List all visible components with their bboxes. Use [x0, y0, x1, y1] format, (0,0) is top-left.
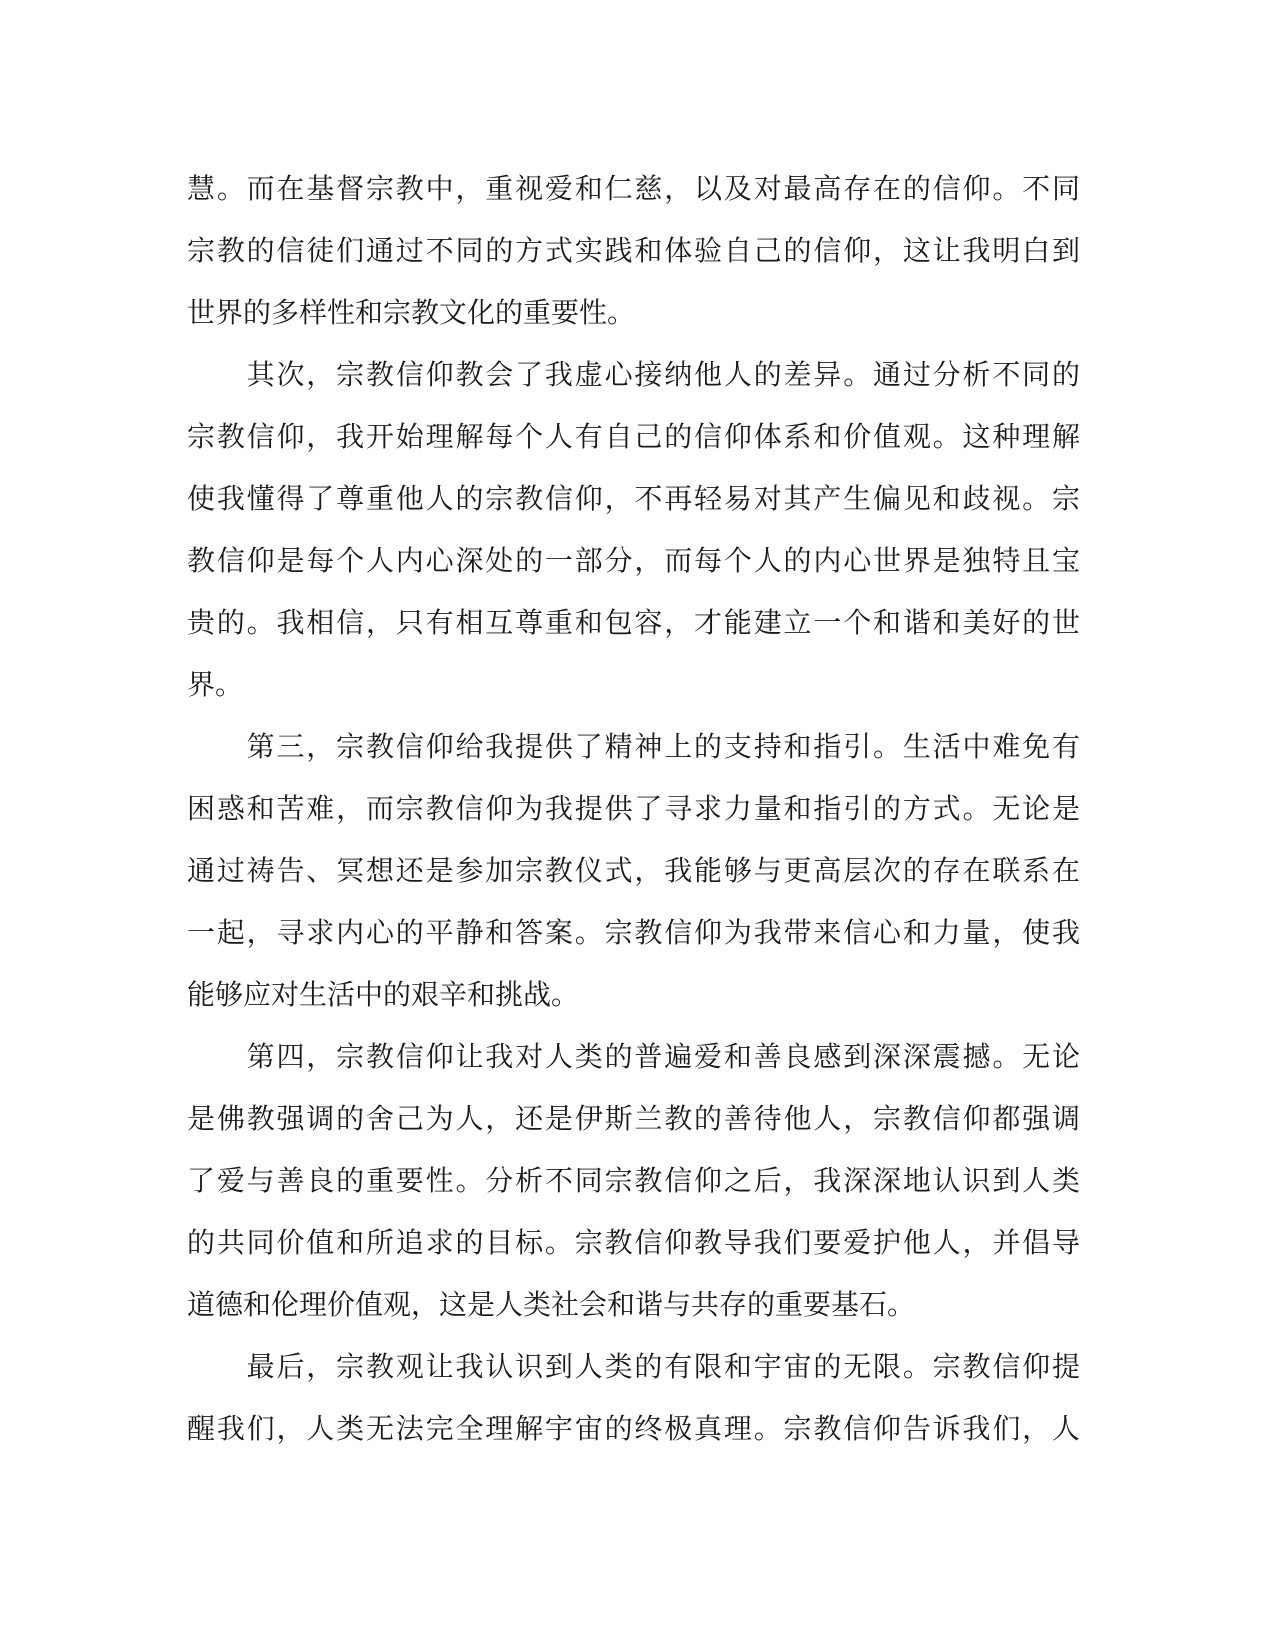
text-line: 道德和伦理价值观，这是人类社会和谐与共存的重要基石。	[187, 1288, 916, 1321]
paragraph	[187, 716, 1080, 1026]
text-line: 贵的。我相信，只有相互尊重和包容，才能建立一个和谐和美好的世	[187, 606, 1080, 639]
text-line: 通过祷告、冥想还是参加宗教仪式，我能够与更高层次的存在联系在	[187, 854, 1080, 887]
text-line: 第三，宗教信仰给我提供了精神上的支持和指引。生活中难免有	[187, 730, 1080, 763]
text-line: 宗教的信徒们通过不同的方式实践和体验自己的信仰，这让我明白到	[187, 234, 1080, 267]
text-line: 能够应对生活中的艰辛和挑战。	[187, 978, 580, 1011]
text-line: 最后，宗教观让我认识到人类的有限和宇宙的无限。宗教信仰提	[187, 1350, 1080, 1383]
text-line: 第四，宗教信仰让我对人类的普遍爱和善良感到深深震撼。无论	[187, 1040, 1080, 1073]
text-line: 醒我们，人类无法完全理解宇宙的终极真理。宗教信仰告诉我们，人	[187, 1412, 1080, 1445]
paragraph	[187, 1336, 1080, 1460]
text-line: 世界的多样性和宗教文化的重要性。	[187, 296, 636, 329]
paragraph	[187, 1026, 1080, 1336]
paragraph	[187, 158, 1080, 344]
document-body	[187, 158, 1080, 1460]
text-line: 一起，寻求内心的平静和答案。宗教信仰为我带来信心和力量，使我	[187, 916, 1080, 949]
text-line: 宗教信仰，我开始理解每个人有自己的信仰体系和价值观。这种理解	[187, 420, 1080, 453]
text-line: 是佛教强调的舍己为人，还是伊斯兰教的善待他人，宗教信仰都强调	[187, 1102, 1080, 1135]
text-line: 其次，宗教信仰教会了我虚心接纳他人的差异。通过分析不同的	[187, 358, 1080, 391]
text-line: 教信仰是每个人内心深处的一部分，而每个人的内心世界是独特且宝	[187, 544, 1080, 577]
text-line: 慧。而在基督宗教中，重视爱和仁慈，以及对最高存在的信仰。不同	[187, 172, 1080, 205]
text-line: 界。	[187, 668, 244, 701]
text-line: 了爱与善良的重要性。分析不同宗教信仰之后，我深深地认识到人类	[187, 1164, 1080, 1197]
paragraph	[187, 344, 1080, 716]
text-line: 使我懂得了尊重他人的宗教信仰，不再轻易对其产生偏见和歧视。宗	[187, 482, 1080, 515]
text-line: 的共同价值和所追求的目标。宗教信仰教导我们要爱护他人，并倡导	[187, 1226, 1080, 1259]
text-line: 困惑和苦难，而宗教信仰为我提供了寻求力量和指引的方式。无论是	[187, 792, 1080, 825]
